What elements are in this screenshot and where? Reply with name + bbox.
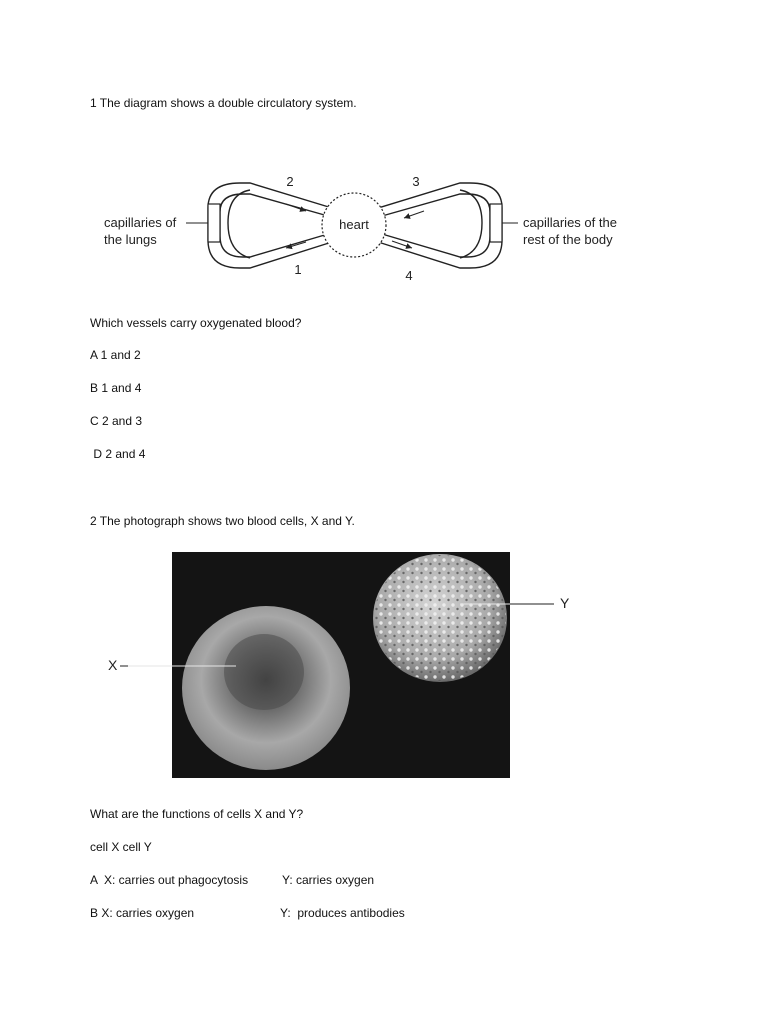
q1-option-b: B 1 and 4 bbox=[90, 381, 142, 395]
q1-option-a: A 1 and 2 bbox=[90, 348, 141, 362]
vessel-3-label: 3 bbox=[412, 174, 420, 189]
vessel-4-label: 4 bbox=[405, 268, 413, 283]
flow-arrow bbox=[404, 211, 424, 218]
q2-header: cell X cell Y bbox=[90, 840, 152, 854]
lung-capillary-bed bbox=[208, 204, 220, 242]
q2-stem: 2 The photograph shows two blood cells, X and Y. bbox=[90, 514, 355, 528]
body-label-line1: capillaries of the bbox=[523, 215, 617, 230]
label-x: X bbox=[108, 657, 118, 673]
cell-x-depression bbox=[224, 634, 304, 710]
flow-arrow bbox=[286, 204, 306, 211]
label-y: Y bbox=[560, 595, 570, 611]
q2-option-b-x: B X: carries oxygen bbox=[90, 906, 195, 920]
lungs-label-line2: the lungs bbox=[104, 232, 157, 247]
vessel-1-label: 1 bbox=[294, 262, 302, 277]
double-circulation-diagram bbox=[100, 168, 640, 288]
vessel-2-label: 2 bbox=[286, 174, 294, 189]
q1-option-d: D 2 and 4 bbox=[90, 447, 146, 461]
body-circuit bbox=[378, 183, 502, 268]
q1-stem: 1 The diagram shows a double circulatory system. bbox=[90, 96, 357, 110]
body-capillary-bed bbox=[490, 204, 502, 242]
q2-question: What are the functions of cells X and Y? bbox=[90, 807, 304, 821]
cell-y-surface bbox=[374, 555, 506, 681]
q2-option-b-y: Y: produces antibodies bbox=[280, 906, 405, 920]
q2-option-a-x: A X: carries out phagocytosis bbox=[90, 873, 249, 887]
lungs-label-line1: capillaries of bbox=[104, 215, 177, 230]
q2-option-a-y: Y: carries oxygen bbox=[282, 873, 375, 887]
lung-circuit bbox=[208, 183, 332, 268]
q1-option-c: C 2 and 3 bbox=[90, 414, 143, 428]
heart-label: heart bbox=[339, 217, 369, 232]
q1-question: Which vessels carry oxygenated blood? bbox=[90, 316, 302, 330]
body-label-line2: rest of the body bbox=[523, 232, 613, 247]
blood-cells-photo bbox=[108, 548, 588, 780]
